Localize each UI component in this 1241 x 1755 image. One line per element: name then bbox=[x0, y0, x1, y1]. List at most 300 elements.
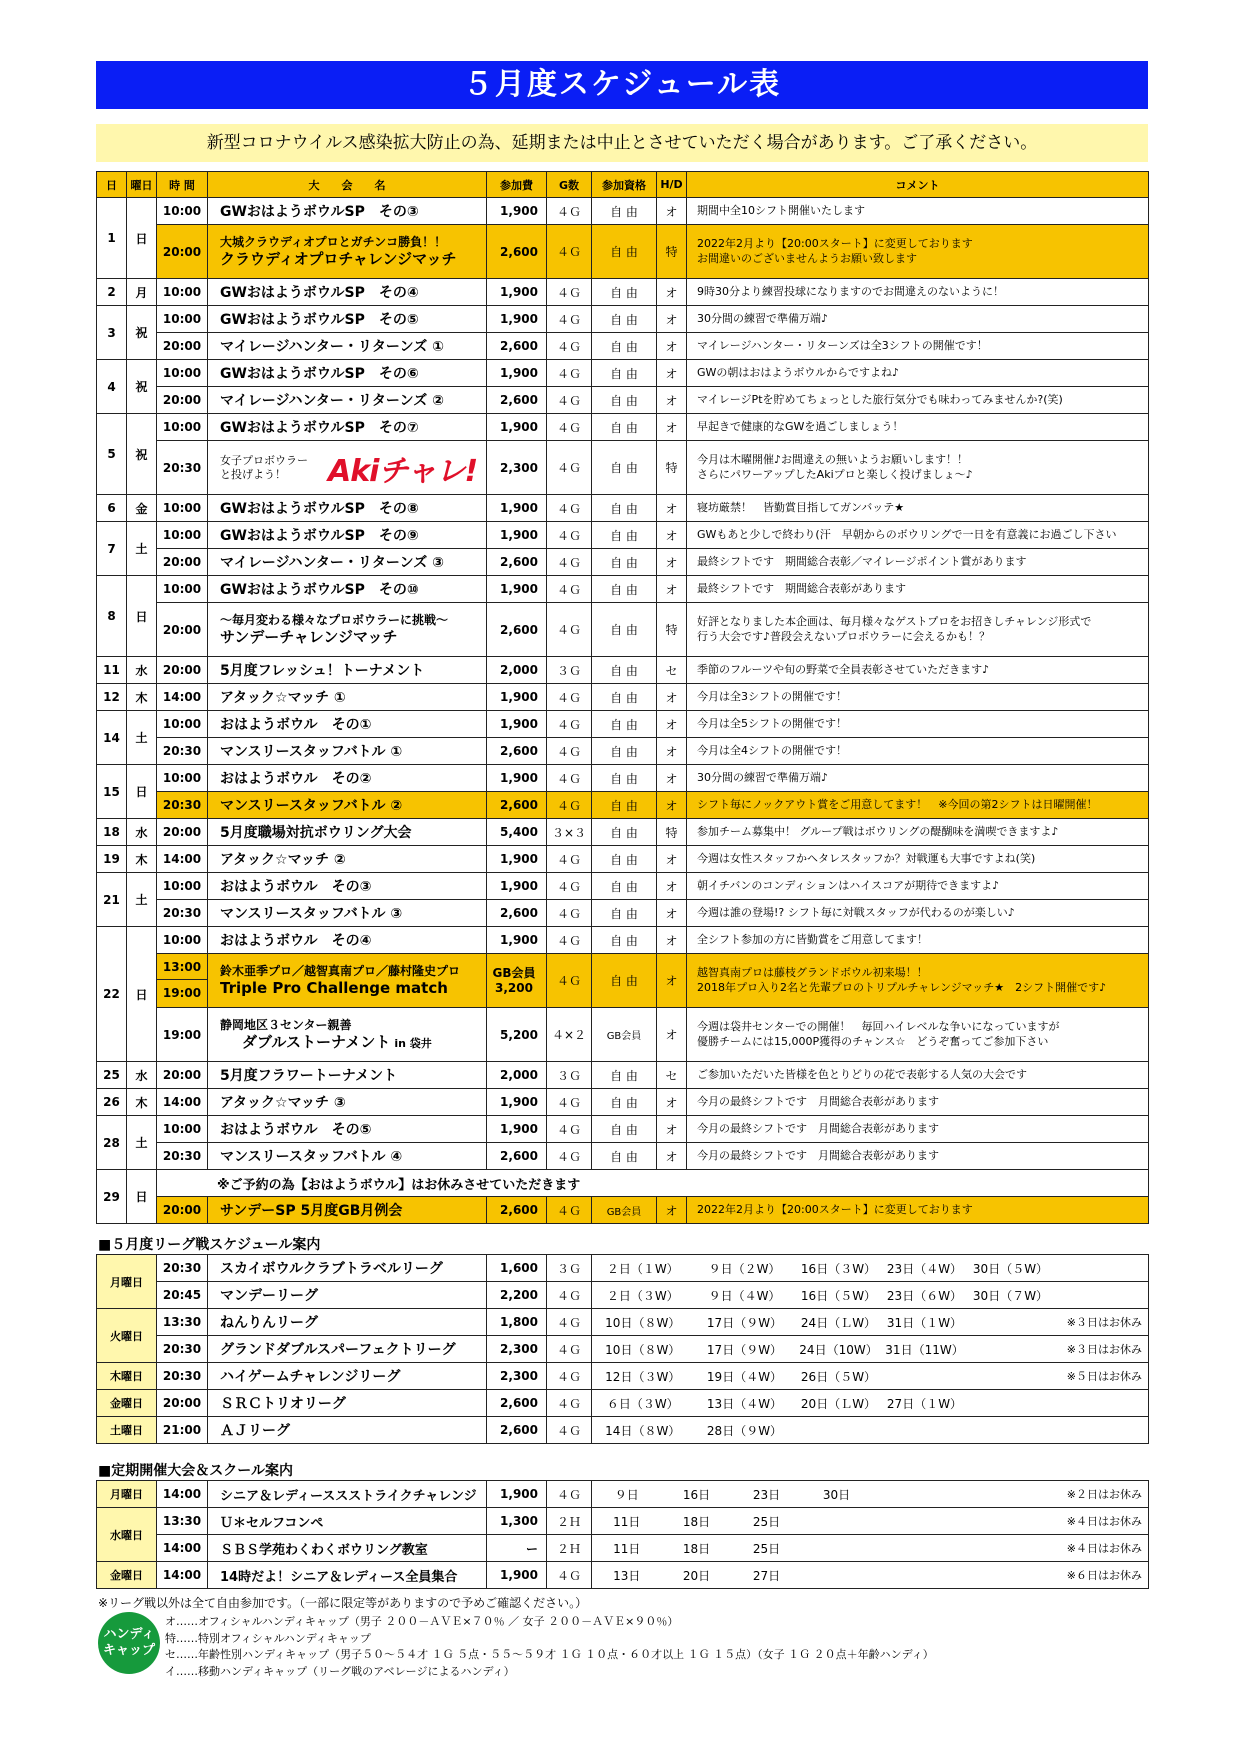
handicap-cell: オ bbox=[657, 900, 687, 927]
eligibility-cell: GB会員 bbox=[592, 1008, 657, 1062]
handicap-cell: オ bbox=[657, 1197, 687, 1224]
eligibility-cell: 自 由 bbox=[592, 927, 657, 954]
date-cell: 12日（３W） bbox=[592, 1363, 694, 1390]
comment-cell bbox=[687, 1143, 1149, 1170]
handicap-cell: セ bbox=[657, 1062, 687, 1089]
time-value: 13:00 bbox=[157, 954, 207, 980]
note-cell: ※４日はお休み bbox=[872, 1535, 1149, 1562]
comment-cell bbox=[687, 846, 1149, 873]
handicap-cell: オ bbox=[657, 522, 687, 549]
tournament-subtitle: 大城クラウディオプロとガチンコ勝負！！ bbox=[220, 234, 447, 249]
event-name: ハイゲームチャレンジリーグ bbox=[208, 1363, 487, 1390]
comment-cell bbox=[687, 522, 1149, 549]
eligibility-cell: 自 由 bbox=[592, 738, 657, 765]
page-title: ５月度スケジュール表 bbox=[96, 61, 1148, 109]
aki-challenge-logo: Akiチャレ! bbox=[328, 453, 478, 489]
games-cell: ４Ｇ bbox=[547, 873, 592, 900]
date-cell: 23日（６W） bbox=[882, 1282, 968, 1309]
handicap-cell: オ bbox=[657, 765, 687, 792]
date-cell: ９日（４W） bbox=[694, 1282, 796, 1309]
fee-cell: 1,900 bbox=[487, 279, 547, 306]
time-cell: 10:00 bbox=[157, 1116, 208, 1143]
fee-cell: 1,900 bbox=[487, 873, 547, 900]
column-header: コメント bbox=[687, 172, 1149, 198]
handicap-cell: オ bbox=[657, 873, 687, 900]
date-cell: 20日（ＬW） bbox=[796, 1390, 882, 1417]
day-cell: 4 bbox=[97, 360, 127, 414]
games-cell: ４Ｇ bbox=[547, 225, 592, 279]
column-header: G数 bbox=[547, 172, 592, 198]
day-cell: 6 bbox=[97, 495, 127, 522]
handicap-line: オ……オフィシャルハンディキャップ（男子 ２００－ＡＶＥ×７０％ ／ 女子 ２００－ＡＶＥ×９０％） bbox=[165, 1615, 679, 1628]
comment-line: シフト毎にノックアウト賞をご用意してます！ ※今回の第2シフトは日曜開催！ bbox=[697, 797, 1098, 811]
weekday-cell: 木曜日 bbox=[97, 1363, 157, 1390]
schedule-row bbox=[97, 738, 1149, 765]
comment-line: GWの朝はおはようボウルからですよね♪ bbox=[697, 365, 899, 379]
comment-line: GWもあと少しで終わり(汗 早朝からのボウリングで一日を有意義にお過ごし下さい bbox=[697, 527, 1117, 541]
tournament-name: アタック☆マッチ ① bbox=[208, 684, 487, 711]
time-cell: 10:00 bbox=[157, 360, 208, 387]
weekday-cell: 日 bbox=[127, 927, 157, 1062]
note-cell: ※５日はお休み bbox=[1054, 1363, 1149, 1390]
comment-line: ご参加いただいた皆様を色とりどりの花で表彰する人気の大会です bbox=[697, 1067, 1027, 1081]
weekday-cell: 木 bbox=[127, 1089, 157, 1116]
school-section-title: ■定期開催大会＆スクール案内 bbox=[98, 1463, 293, 1479]
aki-tagline bbox=[220, 454, 308, 480]
day-cell: 28 bbox=[97, 1116, 127, 1170]
tournament-name: 5月度フラワートーナメント bbox=[208, 1062, 487, 1089]
games-cell: ４Ｇ bbox=[547, 1282, 592, 1309]
eligibility-cell: GB会員 bbox=[592, 1197, 657, 1224]
comment-line: 季節のフルーツや旬の野菜で全員表彰させていただきます♪ bbox=[697, 662, 990, 676]
eligibility-cell: 自 由 bbox=[592, 387, 657, 414]
comment-line: 今月は全4シフトの開催です！ bbox=[697, 743, 847, 757]
games-cell: ４Ｇ bbox=[547, 1390, 592, 1417]
tournament-title bbox=[220, 1033, 483, 1052]
day-cell: 12 bbox=[97, 684, 127, 711]
comment-cell bbox=[687, 900, 1149, 927]
date-cell: 30日（７W） bbox=[968, 1282, 1054, 1309]
day-cell: 29 bbox=[97, 1170, 127, 1224]
time-cell: 13:30 bbox=[157, 1309, 208, 1336]
comment-cell bbox=[687, 1089, 1149, 1116]
schedule-row bbox=[97, 306, 1149, 333]
handicap-legend bbox=[165, 1614, 934, 1680]
date-cell: ２日（３W） bbox=[592, 1282, 694, 1309]
day-cell: 18 bbox=[97, 819, 127, 846]
tournament-title-text: クラウディオプロチャレンジマッチ bbox=[220, 249, 457, 268]
comment-cell bbox=[687, 603, 1149, 657]
aki-tagline-line: と投げよう！ bbox=[220, 467, 286, 481]
tournament-title-text: ダブルストーナメント bbox=[242, 1032, 391, 1051]
eligibility-cell: 自 由 bbox=[592, 792, 657, 819]
date-cell: 18日 bbox=[662, 1508, 732, 1535]
games-cell: ４Ｇ bbox=[547, 441, 592, 495]
handicap-cell: 特 bbox=[657, 441, 687, 495]
school-row bbox=[97, 1562, 1149, 1589]
fee-cell: 1,900 bbox=[487, 198, 547, 225]
fee-value: 3,200 bbox=[495, 980, 533, 995]
date-cell: 18日 bbox=[662, 1535, 732, 1562]
weekday-cell: 金 bbox=[127, 495, 157, 522]
fee-cell: 2,600 bbox=[487, 792, 547, 819]
note-cell bbox=[1054, 1417, 1149, 1444]
time-cell: 10:00 bbox=[157, 279, 208, 306]
date-cell: 24日（10W） bbox=[796, 1336, 882, 1363]
eligibility-cell: 自 由 bbox=[592, 765, 657, 792]
schedule-row bbox=[97, 684, 1149, 711]
games-cell: ４Ｇ bbox=[547, 1143, 592, 1170]
tournament-name bbox=[208, 1008, 487, 1062]
event-name: シニア＆レディーススストライクチャレンジ bbox=[208, 1481, 487, 1508]
time-cell: 19:00 bbox=[157, 1008, 208, 1062]
league-row bbox=[97, 1417, 1149, 1444]
time-cell: 20:00 bbox=[157, 657, 208, 684]
schedule-row bbox=[97, 1170, 1149, 1197]
tournament-venue: in 袋井 bbox=[394, 1036, 432, 1050]
fee-cell: 1,900 bbox=[487, 576, 547, 603]
comment-line: 30分間の練習で準備万端♪ bbox=[697, 311, 829, 325]
column-header: 参加費 bbox=[487, 172, 547, 198]
date-cell: 23日 bbox=[732, 1481, 802, 1508]
date-cell bbox=[882, 1363, 968, 1390]
comment-line: 2022年2月より【20:00スタート】に変更しております bbox=[697, 1202, 973, 1216]
tournament-name: マンスリースタッフバトル ④ bbox=[208, 1143, 487, 1170]
eligibility-cell: 自 由 bbox=[592, 1143, 657, 1170]
games-cell: ４Ｇ bbox=[547, 738, 592, 765]
tournament-title-text: サンデーチャレンジマッチ bbox=[220, 627, 398, 646]
comment-cell bbox=[687, 225, 1149, 279]
day-cell: 21 bbox=[97, 873, 127, 927]
handicap-cell: オ bbox=[657, 738, 687, 765]
fee-cell: 2,600 bbox=[487, 738, 547, 765]
schedule-row bbox=[97, 333, 1149, 360]
schedule-table bbox=[96, 171, 1149, 1224]
tournament-name: おはようボウル その③ bbox=[208, 873, 487, 900]
time-cell: 10:00 bbox=[157, 576, 208, 603]
handicap-cell: オ bbox=[657, 792, 687, 819]
time-cell: 14:00 bbox=[157, 1562, 208, 1589]
date-cell bbox=[968, 1336, 1054, 1363]
tournament-name bbox=[208, 225, 487, 279]
eligibility-cell: 自 由 bbox=[592, 846, 657, 873]
date-cell bbox=[968, 1417, 1054, 1444]
comment-cell bbox=[687, 495, 1149, 522]
games-cell: ４Ｇ bbox=[547, 279, 592, 306]
date-cell: ９日 bbox=[592, 1481, 662, 1508]
games-cell: ４Ｇ bbox=[547, 198, 592, 225]
schedule-row bbox=[97, 495, 1149, 522]
schedule-row bbox=[97, 198, 1149, 225]
time-cell: 20:45 bbox=[157, 1282, 208, 1309]
footnote: ※リーグ戦以外は全て自由参加です。（一部に限定等がありますので予めご確認ください。） bbox=[98, 1596, 588, 1610]
schedule-row bbox=[97, 441, 1149, 495]
school-row bbox=[97, 1535, 1149, 1562]
tournament-name: おはようボウル その① bbox=[208, 711, 487, 738]
tournament-title-text: Triple Pro Challenge match bbox=[220, 978, 448, 997]
school-table bbox=[96, 1480, 1149, 1589]
tournament-name: マイレージハンター・リターンズ ① bbox=[208, 333, 487, 360]
handicap-cell: オ bbox=[657, 1008, 687, 1062]
time-cell: 10:00 bbox=[157, 198, 208, 225]
time-cell: 20:00 bbox=[157, 1062, 208, 1089]
games-cell: ４Ｇ bbox=[547, 549, 592, 576]
tournament-name: おはようボウル その② bbox=[208, 765, 487, 792]
weekday-cell: 日 bbox=[127, 1170, 157, 1224]
fee-cell: 2,300 bbox=[487, 441, 547, 495]
schedule-row bbox=[97, 522, 1149, 549]
date-cell: 31日（１W） bbox=[882, 1309, 968, 1336]
games-cell: ４Ｇ bbox=[547, 954, 592, 1008]
event-name: ＳＲＣトリオリーグ bbox=[208, 1390, 487, 1417]
fee-cell: 2,600 bbox=[487, 1197, 547, 1224]
time-cell: 20:00 bbox=[157, 225, 208, 279]
comment-line: 9時30分より練習投球になりますのでお間違えのないように！ bbox=[697, 284, 1004, 298]
schedule-row bbox=[97, 1116, 1149, 1143]
games-cell: ３Ｇ bbox=[547, 1062, 592, 1089]
comment-line: 最終シフトです 期間総合表彰があります bbox=[697, 581, 906, 595]
eligibility-cell: 自 由 bbox=[592, 819, 657, 846]
fee-cell: 2,600 bbox=[487, 225, 547, 279]
time-cell: 20:30 bbox=[157, 1255, 208, 1282]
event-name: ＡＪリーグ bbox=[208, 1417, 487, 1444]
games-cell: ４Ｇ bbox=[547, 306, 592, 333]
comment-cell bbox=[687, 198, 1149, 225]
games-cell: ４Ｇ bbox=[547, 1562, 592, 1589]
comment-cell bbox=[687, 765, 1149, 792]
league-row bbox=[97, 1255, 1149, 1282]
eligibility-cell: 自 由 bbox=[592, 900, 657, 927]
schedule-row bbox=[97, 414, 1149, 441]
games-cell: ４Ｇ bbox=[547, 576, 592, 603]
comment-cell bbox=[687, 1197, 1149, 1224]
handicap-cell: オ bbox=[657, 1089, 687, 1116]
time-value: 19:00 bbox=[162, 986, 202, 1000]
comment-cell bbox=[687, 1008, 1149, 1062]
date-cell: 23日（４W） bbox=[882, 1255, 968, 1282]
eligibility-cell: 自 由 bbox=[592, 333, 657, 360]
time-cell: 20:30 bbox=[157, 738, 208, 765]
fee-cell: 1,900 bbox=[487, 495, 547, 522]
eligibility-cell: 自 由 bbox=[592, 360, 657, 387]
schedule-row bbox=[97, 576, 1149, 603]
tournament-name: GWおはようボウルSP その⑦ bbox=[208, 414, 487, 441]
tournament-name bbox=[208, 954, 487, 1008]
fee-cell: 1,900 bbox=[487, 522, 547, 549]
date-cell: 16日（５W） bbox=[796, 1282, 882, 1309]
date-cell: 25日 bbox=[732, 1535, 802, 1562]
comment-line: 優勝チームには15,000P獲得のチャンス☆ どうぞ奮ってご参加下さい bbox=[697, 1034, 1049, 1048]
fee-cell: 2,300 bbox=[487, 1336, 547, 1363]
note-cell: ※３日はお休み bbox=[1054, 1309, 1149, 1336]
fee-cell: 2,600 bbox=[487, 387, 547, 414]
event-name: Ｕ＊セルフコンペ bbox=[208, 1508, 487, 1535]
eligibility-cell: 自 由 bbox=[592, 873, 657, 900]
day-cell: 2 bbox=[97, 279, 127, 306]
date-cell bbox=[882, 1417, 968, 1444]
comment-line: 今月は全5シフトの開催です！ bbox=[697, 716, 847, 730]
weekday-cell: 祝 bbox=[127, 360, 157, 414]
day-cell: 19 bbox=[97, 846, 127, 873]
notice-banner: 新型コロナウイルス感染拡大防止の為、延期または中止とさせていただく場合があります。ご了承ください。 bbox=[96, 124, 1148, 162]
time-cell: 20:00 bbox=[157, 333, 208, 360]
date-cell bbox=[968, 1309, 1054, 1336]
comment-line: 全シフト参加の方に皆勤賞をご用意してます！ bbox=[697, 932, 928, 946]
day-cell: 5 bbox=[97, 414, 127, 495]
comment-cell bbox=[687, 414, 1149, 441]
fee-cell: 5,400 bbox=[487, 819, 547, 846]
day-cell: 22 bbox=[97, 927, 127, 1062]
note-cell bbox=[1054, 1282, 1149, 1309]
weekday-cell: 金曜日 bbox=[97, 1562, 157, 1589]
comment-cell bbox=[687, 819, 1149, 846]
handicap-cell: オ bbox=[657, 198, 687, 225]
league-section-title: ■５月度リーグ戦スケジュール案内 bbox=[98, 1237, 321, 1253]
schedule-row bbox=[97, 819, 1149, 846]
time-cell: 10:00 bbox=[157, 765, 208, 792]
tournament-name: アタック☆マッチ ② bbox=[208, 846, 487, 873]
games-cell: ４Ｇ bbox=[547, 927, 592, 954]
fee-cell: 1,900 bbox=[487, 684, 547, 711]
tournament-name: 5月度フレッシュ！トーナメント bbox=[208, 657, 487, 684]
comment-cell bbox=[687, 360, 1149, 387]
date-cell bbox=[968, 1390, 1054, 1417]
note-cell: ※２日はお休み bbox=[872, 1481, 1149, 1508]
handicap-cell: オ bbox=[657, 1143, 687, 1170]
comment-cell bbox=[687, 387, 1149, 414]
eligibility-cell: 自 由 bbox=[592, 954, 657, 1008]
fee-cell: 2,000 bbox=[487, 1062, 547, 1089]
date-cell: 16日（３W） bbox=[796, 1255, 882, 1282]
weekday-cell: 土 bbox=[127, 1116, 157, 1170]
fee-cell: 2,600 bbox=[487, 900, 547, 927]
eligibility-cell: 自 由 bbox=[592, 414, 657, 441]
tournament-title bbox=[220, 250, 483, 269]
fee-cell: 2,600 bbox=[487, 1417, 547, 1444]
schedule-row bbox=[97, 927, 1149, 954]
handicap-cell: オ bbox=[657, 846, 687, 873]
time-cell: 14:00 bbox=[157, 1089, 208, 1116]
column-header: 時 間 bbox=[157, 172, 208, 198]
league-row bbox=[97, 1336, 1149, 1363]
games-cell: ４Ｇ bbox=[547, 684, 592, 711]
comment-line: 期間中全10シフト開催いたします bbox=[697, 203, 865, 217]
date-cell: 26日（５W） bbox=[796, 1363, 882, 1390]
tournament-title bbox=[220, 979, 483, 998]
comment-cell bbox=[687, 1116, 1149, 1143]
date-cell: 31日（11W） bbox=[882, 1336, 968, 1363]
weekday-cell: 木 bbox=[127, 846, 157, 873]
time-cell: 20:30 bbox=[157, 1143, 208, 1170]
fee-cell: 1,900 bbox=[487, 306, 547, 333]
eligibility-cell: 自 由 bbox=[592, 657, 657, 684]
eligibility-cell: 自 由 bbox=[592, 225, 657, 279]
handicap-cell: 特 bbox=[657, 819, 687, 846]
day-cell: 15 bbox=[97, 765, 127, 819]
tournament-name: マンスリースタッフバトル ① bbox=[208, 738, 487, 765]
schedule-row bbox=[97, 900, 1149, 927]
eligibility-cell: 自 由 bbox=[592, 441, 657, 495]
games-cell: ４Ｇ bbox=[547, 495, 592, 522]
comment-cell bbox=[687, 1062, 1149, 1089]
time-cell: 14:00 bbox=[157, 1481, 208, 1508]
time-cell bbox=[157, 954, 208, 1008]
note-cell bbox=[1054, 1255, 1149, 1282]
date-cell: 10日（８W） bbox=[592, 1309, 694, 1336]
handicap-badge-line2: キャップ bbox=[102, 1643, 155, 1658]
weekday-cell: 月曜日 bbox=[97, 1255, 157, 1309]
tournament-name: アタック☆マッチ ③ bbox=[208, 1089, 487, 1116]
date-cell: 19日（４W） bbox=[694, 1363, 796, 1390]
aki-tagline-line: 女子プロボウラー bbox=[220, 454, 308, 468]
eligibility-cell: 自 由 bbox=[592, 1116, 657, 1143]
time-cell: 20:30 bbox=[157, 441, 208, 495]
handicap-cell: オ bbox=[657, 549, 687, 576]
fee-cell: 2,200 bbox=[487, 1282, 547, 1309]
games-cell: ４Ｇ bbox=[547, 360, 592, 387]
date-cell: 28日（９W） bbox=[694, 1417, 796, 1444]
schedule-row bbox=[97, 954, 1149, 1008]
fee-cell: 1,900 bbox=[487, 1481, 547, 1508]
fee-cell: 2,300 bbox=[487, 1363, 547, 1390]
school-row bbox=[97, 1508, 1149, 1535]
tournament-name: マンスリースタッフバトル ② bbox=[208, 792, 487, 819]
date-cell bbox=[802, 1562, 872, 1589]
fee-cell: 1,900 bbox=[487, 927, 547, 954]
league-row bbox=[97, 1282, 1149, 1309]
comment-line: 行う大会です♪普段会えないプロボウラーに会えるかも！？ bbox=[697, 629, 991, 643]
column-header: H/D bbox=[657, 172, 687, 198]
date-cell: 24日（ＬW） bbox=[796, 1309, 882, 1336]
time-cell: 14:00 bbox=[157, 1535, 208, 1562]
tournament-name: おはようボウル その④ bbox=[208, 927, 487, 954]
time-cell: 20:30 bbox=[157, 1363, 208, 1390]
fee-label: GB会員 bbox=[492, 966, 536, 981]
comment-line: 今月は木曜開催♪お間違えの無いようお願いします！！ bbox=[697, 452, 969, 466]
comment-line: 今月は全3シフトの開催です！ bbox=[697, 689, 847, 703]
games-cell: ４Ｇ bbox=[547, 792, 592, 819]
comment-cell bbox=[687, 954, 1149, 1008]
games-cell: ４Ｇ bbox=[547, 1116, 592, 1143]
eligibility-cell: 自 由 bbox=[592, 549, 657, 576]
weekday-cell: 月 bbox=[127, 279, 157, 306]
event-name: 14時だよ！シニア＆レディース全員集合 bbox=[208, 1562, 487, 1589]
date-cell: ６日（３W） bbox=[592, 1390, 694, 1417]
time-cell: 20:00 bbox=[157, 549, 208, 576]
column-header: 日 bbox=[97, 172, 127, 198]
handicap-cell: オ bbox=[657, 684, 687, 711]
date-cell: 16日 bbox=[662, 1481, 732, 1508]
games-cell: ３×３ bbox=[547, 819, 592, 846]
schedule-row bbox=[97, 603, 1149, 657]
schedule-row bbox=[97, 225, 1149, 279]
time-cell: 14:00 bbox=[157, 684, 208, 711]
date-cell: 11日 bbox=[592, 1508, 662, 1535]
date-cell: 14日（８W） bbox=[592, 1417, 694, 1444]
schedule-row bbox=[97, 846, 1149, 873]
eligibility-cell: 自 由 bbox=[592, 711, 657, 738]
time-cell: 14:00 bbox=[157, 846, 208, 873]
weekday-cell: 水 bbox=[127, 1062, 157, 1089]
date-cell: 25日 bbox=[732, 1508, 802, 1535]
comment-line: 越智真南プロは藤枝グランドボウル初来場！！ bbox=[697, 965, 928, 979]
comment-line: お間違いのございませんようお願い致します bbox=[697, 251, 917, 265]
fee-cell: 1,900 bbox=[487, 1116, 547, 1143]
league-row bbox=[97, 1363, 1149, 1390]
tournament-name: GWおはようボウルSP その⑩ bbox=[208, 576, 487, 603]
time-cell: 10:00 bbox=[157, 495, 208, 522]
tournament-name: 5月度職場対抗ボウリング大会 bbox=[208, 819, 487, 846]
